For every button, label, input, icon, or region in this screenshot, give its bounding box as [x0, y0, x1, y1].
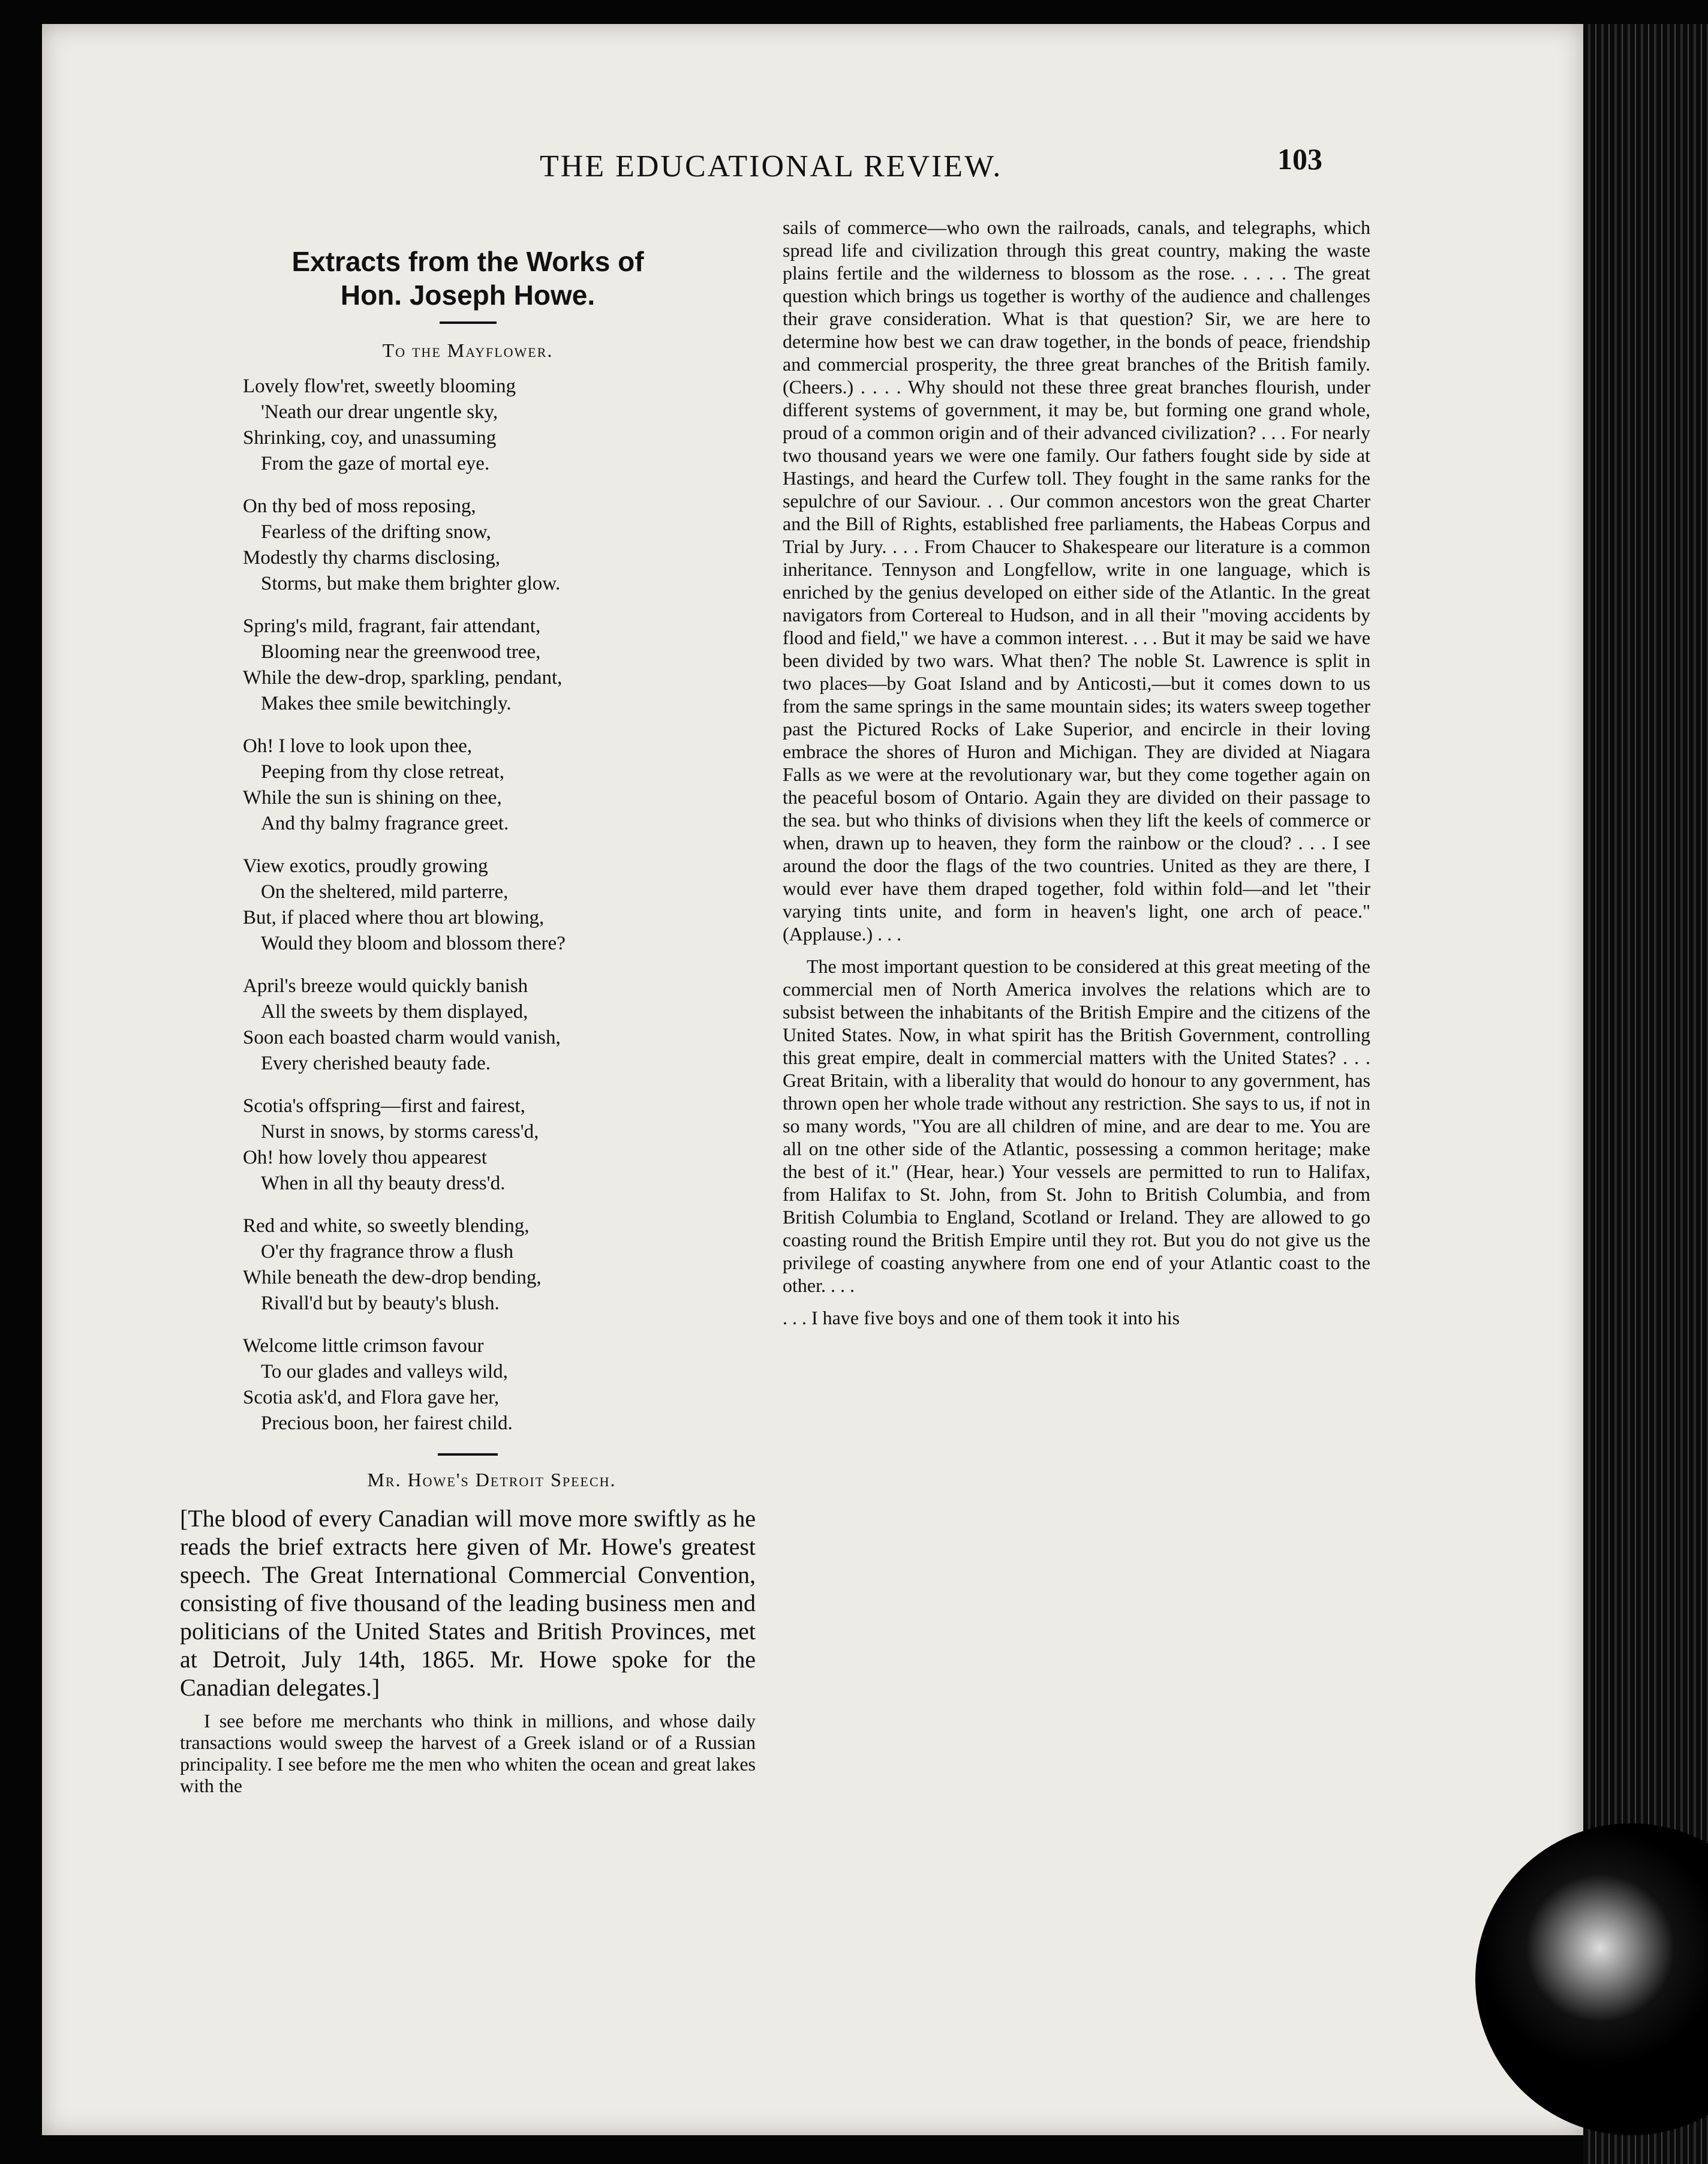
speech-intro: [The blood of every Canadian will move more swiftly as he reads the brief extracts here given of Mr. Howe's greatest speech. The Great International Commercial Convention, consisting of five thousand of the leading business men and politicians of the United States and British Provinces, met at Detroit, July 14th, 1865. Mr. Howe spoke for the Canadian delegates.]: [180, 1505, 756, 1701]
poem-line: While the dew-drop, sparkling, pendant,: [243, 667, 563, 689]
poem-line: To our glades and valleys wild,: [261, 1361, 508, 1382]
section-rule: [438, 1453, 498, 1456]
poem-line: Scotia's offspring—first and fairest,: [243, 1095, 525, 1117]
speech-opening: I see before me merchants who think in millions, and whose daily transactions would sweep the harvest of a Greek island or of a Russian principality. I see before me the men who whiten the ocean and great lakes with the: [180, 1710, 756, 1796]
poem-stanza: [243, 1093, 756, 1197]
poem-stanza: [243, 494, 756, 597]
poem-line: While beneath the dew-drop bending,: [243, 1267, 542, 1288]
speech-title: Mr. Howe's Detroit Speech.: [367, 1469, 617, 1490]
poem-line: Spring's mild, fragrant, fair attendant,: [243, 615, 541, 637]
running-head: THE EDUCATIONAL REVIEW.: [540, 149, 1003, 184]
article-title: [180, 245, 756, 312]
poem-line: Peeping from thy close retreat,: [261, 761, 504, 783]
poem-line: Makes thee smile bewitchingly.: [261, 693, 512, 714]
poem-line: Oh! I love to look upon thee,: [243, 735, 473, 757]
article-title-line-1: Extracts from the Works of: [291, 246, 644, 277]
poem-line: View exotics, proudly growing: [243, 855, 488, 877]
poem: [180, 374, 756, 1436]
poem-line: All the sweets by them displayed,: [261, 1001, 528, 1023]
title-rule: [440, 321, 497, 324]
poem-stanza: [243, 973, 756, 1077]
poem-stanza: [243, 1333, 756, 1436]
speech-paragraph-3: . . . I have five boys and one of them took it into his: [783, 1307, 1180, 1329]
right-column: [783, 216, 1370, 1339]
poem-line: Modestly thy charms disclosing,: [243, 547, 500, 569]
poem-line: Welcome little crimson favour: [243, 1335, 484, 1357]
page-header: [540, 142, 1379, 203]
poem-line: O'er thy fragrance throw a flush: [261, 1241, 514, 1263]
poem-line: Would they bloom and blossom there?: [261, 933, 566, 954]
page-number: 103: [1277, 142, 1322, 176]
poem-line: April's breeze would quickly banish: [243, 975, 528, 997]
poem-stanza: [243, 734, 756, 837]
poem-line: Oh! how lovely thou appearest: [243, 1147, 487, 1168]
poem-line: Every cherished beauty fade.: [261, 1053, 491, 1074]
poem-line: From the gaze of mortal eye.: [261, 453, 490, 474]
poem-line: And thy balmy fragrance greet.: [261, 813, 509, 834]
poem-line: Blooming near the greenwood tree,: [261, 641, 541, 663]
poem-stanza: [243, 853, 756, 957]
poem-line: Precious boon, her fairest child.: [261, 1412, 513, 1434]
poem-line: While the sun is shining on thee,: [243, 787, 502, 809]
poem-stanza: [243, 374, 756, 477]
poem-line: Scotia ask'd, and Flora gave her,: [243, 1387, 500, 1408]
poem-line: Shrinking, coy, and unassuming: [243, 427, 497, 449]
poem-title: To the Mayflower.: [382, 339, 554, 361]
poem-line: Soon each boasted charm would vanish,: [243, 1027, 561, 1048]
poem-line: Nurst in snows, by storms caress'd,: [261, 1121, 539, 1143]
article-title-line-2: Hon. Joseph Howe.: [340, 279, 596, 311]
poem-line: Storms, but make them brighter glow.: [261, 573, 561, 594]
poem-line: Fearless of the drifting snow,: [261, 521, 491, 543]
poem-line: But, if placed where thou art blowing,: [243, 907, 545, 928]
poem-line: 'Neath our drear ungentle sky,: [261, 401, 498, 423]
poem-line: Lovely flow'ret, sweetly blooming: [243, 375, 516, 397]
speech-paragraph-1: sails of commerce—who own the railroads, canals, and telegraphs, which spread life and civilization through this great country, making the waste plains fertile and the wilderness to blossom as the rose. . . . . The great question which brings us together is worthy of the audience and challenges their grave consideration. What is that question? Sir, we are here to determine how best we can draw together, in the bonds of peace, friendship and commercial prosperity, the three great branches of the British family. (Cheers.) . . . . Why should not these three great branches flourish, under different systems of government, it may be, but forming one grand whole, proud of a common origin and of their advanced civilization? . . . For nearly two thousand years we were one family. Our fathers fought side by side at Hastings, and heard the Curfew toll. They fought in the same ranks for the sepulchre of our Saviour. . . Our common ancestors won the great Charter and the Bill of Rights, established free parliaments, the Habeas Corpus and Trial by Jury. . . . From Chaucer to Shakespeare our literature is a common inheritance. Tennyson and Longfellow, write in one language, which is enriched by the genius developed on either side of the Atlantic. In the great navigators from Cortereal to Hudson, and in all their "moving accidents by flood and field," we have a common interest. . . . But it may be said we have been divided by two wars. What then? The noble St. Lawrence is split in two places—by Goat Island and by Anticosti,—but it comes down to us from the same springs in the same mountain sides; its waters sweep together past the Pictured Rocks of Lake Superior, and encircle in their loving embrace the shores of Huron and Michigan. They are divided at Niagara Falls as we were at the revolutionary war, but they come together again on the peaceful bosom of Ontario. Again they are divided on their passage to the sea. but who thinks of divisions when they lift the keels of commerce or when, drawn up to heaven, they form the rainbow or the cloud? . . . I see around the door the flags of the two countries. United as they are there, I would ever have them draped together, fold within fold—and let "their varying tints unite, and form in heaven's light, one arch of peace." (Applause.) . . .: [783, 217, 1370, 945]
speech-paragraph-2: The most important question to be considered at this great meeting of the commercial men of North America involves the relations which are to subsist between the inhabitants of the British Empire and the citizens of the United States. Now, in what spirit has the British Government, controlling this great empire, dealt in commercial matters with the United States? . . . Great Britain, with a liberality that would do honour to any government, has thrown open her whole trade without any restriction. She says to us, if not in so many words, "You are all children of mine, and are dear to me. You are all on tne other side of the Atlantic, possessing a common heritage; make the best of it." (Hear, hear.) Your vessels are permitted to run to Halifax, from Halifax to St. John, from St. John to British Columbia, and from British Columbia to England, Scotland or Ireland. They are allowed to go coasting round the British Empire until they rot. But you do not give us the privilege of coasting anywhere from one end of your Atlantic coast to the other. . . .: [783, 955, 1370, 1296]
poem-stanza: [243, 1213, 756, 1317]
poem-line: On the sheltered, mild parterre,: [261, 881, 509, 903]
left-column: [180, 234, 756, 1796]
poem-stanza: [243, 614, 756, 717]
poem-line: Red and white, so sweetly blending,: [243, 1215, 530, 1237]
poem-line: On thy bed of moss reposing,: [243, 495, 476, 517]
poem-line: When in all thy beauty dress'd.: [261, 1173, 506, 1194]
poem-line: Rivall'd but by beauty's blush.: [261, 1293, 500, 1314]
